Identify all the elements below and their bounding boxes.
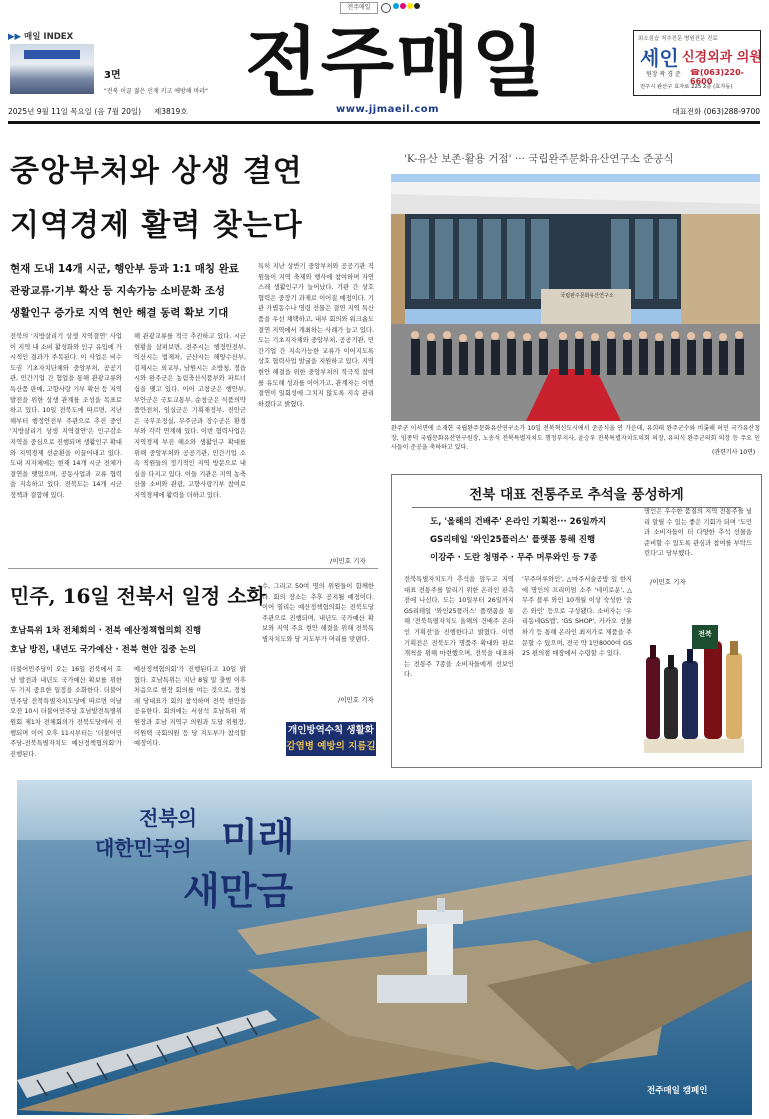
ad-address: 전주시 완산구 효자로 225 2층 (효자동) xyxy=(640,84,733,90)
bottles-graphic xyxy=(636,605,754,757)
banner-line-2: 대한민국의 xyxy=(95,836,192,860)
chuseok-col-3: 명인은 우수한 품질의 지역 전통주를 널리 알릴 수 있는 좋은 기회가 되며 '도민과 소비자들이 더 다양한 추석 선물을 준비할 수 있도록 관심과 참여를 부탁드린다'고 당부했다. xyxy=(644,508,752,558)
health-notice-line-2: 감염병 예방의 지름길 xyxy=(286,741,376,752)
lead-headline-2: 지역경제 활력 찾는다 xyxy=(10,208,303,243)
politics-headline: 민주, 16일 전북서 일정 소화 xyxy=(10,584,266,608)
photo-story-title: 'K-유산 보존·활용 거점' ··· 국립완주문화유산연구소 준공식 xyxy=(404,153,674,165)
index-label: 매일 INDEX xyxy=(24,32,74,42)
ad-top xyxy=(633,30,761,96)
banner-word-1: 미래 xyxy=(221,814,295,859)
ad-tag: 최소침습 척추전문 병원전문 진료 xyxy=(638,36,718,42)
chuseok-sub-3: 이강주 · 도란 청명주 · 무주 머루와인 등 7종 xyxy=(430,553,598,563)
politics-rule xyxy=(8,568,378,569)
index-arrow-icon: ▶▶ xyxy=(8,32,25,42)
chuseok-byline: /이민호 기자 xyxy=(650,578,686,586)
lead-col-1: 전북의 '지방살리기 상생 지역결연' 사업이 지역 내 소비 활성화와 인구 유입에 가시적인 결과가 주목된다. 이 사업은 비수도권 기초자치단체와 중앙부처, 공공기관, 민간기업 간 협업을 통해 관광교류와 특산품 판매, 고향사랑 기부 확산 등 지역 발전을 위한 상생 관계를 조성을 목표로 하고 있다. 10일 전북도에 따르면, 지난해부터 행정안전부 주관으로 추진 중인 '지방살리기 상생 지역결연'은 인구감소 지역을 중심으로 진행되며 생활인구 확대와 지역경제 선순환을 이끌어내고 있다. 도내 지자체에는 현재 14개 시군 전체가 결연을 맺었으며, 공동사업과 교류 협력을 지속하고 있다. 전북도는 14개 시군 정책과 결합해 있다. xyxy=(10,333,122,499)
main-phone: 대표전화 (063)288-9700 xyxy=(672,107,760,116)
chuseok-col-1: 전북특별자치도가 추석을 앞두고 지역 대표 전통주를 알리기 위한 온라인 판촉전에 나선다. 도는 10일부터 26일까지 GS리테일 '와인25플러스' 플랫폼을 통해 '전북특별자치도 올해의 건배주 온라인 기획전'을 진행한다고 밝혔다. 이번 기획전은 전북도가 명품주 확대와 판로 개척을 위해 마련했으며, 전북을 대표하는 전통주 7종을 소비자들에게 선보인다. xyxy=(404,576,514,679)
index-photo xyxy=(10,44,94,94)
top-bar xyxy=(0,0,769,18)
chuseok-box xyxy=(391,474,762,768)
newspaper-tab: 전주매일 xyxy=(340,2,378,14)
issue-number: 제3819호 xyxy=(154,107,188,116)
politics-col-1: 더불어민주당이 오는 16일 전북에서 호남 발전과 내년도 국가예산 확보를 위한 두 가지 중요한 일정을 소화한다. 더불어민주당 전북특별자치도당에 따르면 이날 오전 10시 더불어민주당 호남발전특별위원회 제1차 전체회의가 전북도당에서 진행되며 이어 오후 11시부터는 '더불어민주당-전북특별자치도 예산정책협의회'가 진행된다. xyxy=(10,666,122,758)
index-photo-banner xyxy=(24,50,80,59)
index-box xyxy=(8,30,228,96)
politics-col-3: 수, 그리고 50여 명의 위원들이 함께한다. 회의 장소는 추후 공지될 예정이다. 이어 열리는 예산정책협의회는 전북도당 주관으로 진행되며, 내년도 국가예산 확보와 지역 주요 현안 해결을 위해 전북특별자치도와 당 지도부가 머리를 맞댄다. xyxy=(262,583,374,643)
ad-doctor: 원장 곽 경 준 xyxy=(646,71,681,78)
politics-subheads xyxy=(10,622,260,660)
index-page: 3면 xyxy=(104,70,121,81)
photo-story-related: (관련기사 10면) xyxy=(712,449,756,456)
health-notice-line-1: 개인방역수칙 생활화 xyxy=(288,725,374,736)
politics-sub-2: 호남 방진, 내년도 국가예산 · 전북 현안 집중 논의 xyxy=(10,645,197,655)
cmyk-marks xyxy=(392,3,420,11)
banner-aerial-photo xyxy=(17,780,752,1115)
date-line: 2025년 9월 11일 목요일 (음 7월 20일) xyxy=(8,107,142,116)
lead-sub-3: 생활인구 증가로 지역 현안 해결 동력 확보 기대 xyxy=(10,307,229,319)
lead-byline: /이민호 기자 xyxy=(330,557,366,565)
campaign-banner xyxy=(17,780,752,1115)
ad-phone: ☎(063)220-6600 xyxy=(690,68,744,86)
lead-col-3: 특히 지난 상반기 중앙부처와 공공기관 직원들이 지역 축제와 행사에 참여하며 자연스레 생활인구가 늘어났다. 기관 간 상호 협력은 중장기 과제로 이어질 예정이다. 기관 가볍동수나 명령 선물은 결연 지역 특산품을 우선 채택하고, 내부 회의와 워크숍도 결연 지역에서 개최하는 사례가 늘고 있다. 도는 기초지자체와 중앙부처, 공공기관, 민간기업 간 지속가능한 교류가 이어지도록 상호 협력사업 발굴을 지원하고 있다. 지역 현안 해결을 위한 중앙부처의 적극적 참여를 유도해 성과를 이어가고, 관계자는 이번 결연이 일회성에 그치지 않도록 지속 관리하겠다고 밝혔다. xyxy=(258,263,374,408)
ad-name: 세인 xyxy=(640,46,679,70)
health-notice xyxy=(286,722,376,756)
banner-line-1: 전북의 xyxy=(139,806,197,830)
chuseok-sub-1: 도, '올해의 건배주' 온라인 기획전··· 26일까지 xyxy=(430,517,607,527)
chuseok-headline: 전북 대표 전통주로 추석을 풍성하게 xyxy=(469,487,684,503)
politics-byline: /이민호 기자 xyxy=(338,696,374,704)
chuseok-col-2: '무주머루와인', △마주서술공방 잎 한지에 명인의 프리미엄 소주 '네미로운', △무주 블루 와인 10개월 이상 숙성한 '숨은 와인' 등으로 구성됐다. 소비자는 '우리동네GS앱', 'GS SHOP', 카카오 선물하기 등 통해 온라인 최저가로 제품을 주문할 수 있으며, 전국 약 1만8000여 GS25 편의점 매장에서 수령할 수 있다. xyxy=(522,576,632,658)
building-sign: 국립완주문화유산연구소 xyxy=(560,293,614,299)
index-caption: "전북 이끌 젊은 인재 키고 예방해 바랴" xyxy=(104,88,208,95)
banner-word-2: 새만금 xyxy=(183,868,294,913)
photo-story-caption: 완주군 이서면에 소재한 국립완주문화유산연구소가 10일 전북혁신도시에서 준공식을 연 가운데, 유희태 완주군수와 비롯해 허민 국가유산청장, 임종덕 국립문화유산연구원장, 노송석 전북특별자치도 행정부지사, 윤승우 전북특별자치도의회 의장, 유의식 완주군의회 의장 등 주요 인사들이 준공을 축하하고 있다. xyxy=(391,425,760,451)
liquor-bottles-photo xyxy=(636,605,754,757)
ad-name-2: 신경외과 의원 xyxy=(682,50,762,65)
banner-credit: 전주매일 캠페인 xyxy=(647,1086,708,1096)
masthead-title: 전주매일 xyxy=(245,18,547,107)
photo-story-image xyxy=(391,174,760,421)
chuseok-subheads xyxy=(430,513,640,567)
chuseok-sub-2: GS리테일 '와인25플러스' 플랫폼 통해 진행 xyxy=(430,535,596,545)
index-label-row xyxy=(8,30,73,42)
lead-col-2: 해 관광교류를 적극 추진하고 있다. 시군 현황을 살펴보면, 전주시는 행정안전부, 익산시는 법제처, 군산시는 해양수산부, 김제시는 외교부, 남원시는 소방청, 정읍시와 완주군은 농림축산식품부와 파트너십을 맺고 있다. 이어 고창군은 행안부, 부안군은 국토교통부, 순창군은 식품의약품안전처, 임실군은 기획재정부, 진안군은 국무조정실, 무주군과 장수군은 환경부와 각각 연계해 있다. 이번 협력사업은 지역경제 부진 해소와 생활인구 확대를 위해 중앙부처와 공공기관, 민간기업 소속 직원들의 정기적인 지역 방문으로 내실을 다지고 있다. 이들 기관은 지역 농축산물 소비와 관광, 고향사랑기부 참여로 지역경제에 활력을 더하고 있다. xyxy=(134,333,246,499)
registration-mark-icon xyxy=(381,3,391,13)
politics-col-2: 예산정책협의회'가 진행된다고 10일 밝혔다. 호남특위는 지난 8월 말 출범 이후 처음으로 현장 회의를 여는 것으로, 정청래 당대표가 회의 참석하며 전북 현안을 공유한다. 회의에는 서삼석 호남특위 위원장과 호남 지역구 의원과 도당 위원장, 이원택 국회의원 등 당 지도부가 참석할 예정이다. xyxy=(134,666,246,748)
date-line-row xyxy=(8,104,760,118)
bottle-label: 전북 xyxy=(698,630,712,638)
lead-sub-1: 현재 도내 14개 시군, 행안부 등과 1:1 매칭 완료 xyxy=(10,263,239,275)
masthead-rule xyxy=(8,121,760,124)
lead-headline-1: 중앙부처와 상생 결연 xyxy=(10,154,303,189)
politics-sub-1: 호남특위 1차 전체회의 · 전북 예산정책협의회 진행 xyxy=(10,626,202,636)
site-url[interactable]: www.jjmaeil.com xyxy=(336,104,440,115)
lead-sub-2: 관광교류·기부 확산 등 지속가능 소비문화 조성 xyxy=(10,285,225,297)
